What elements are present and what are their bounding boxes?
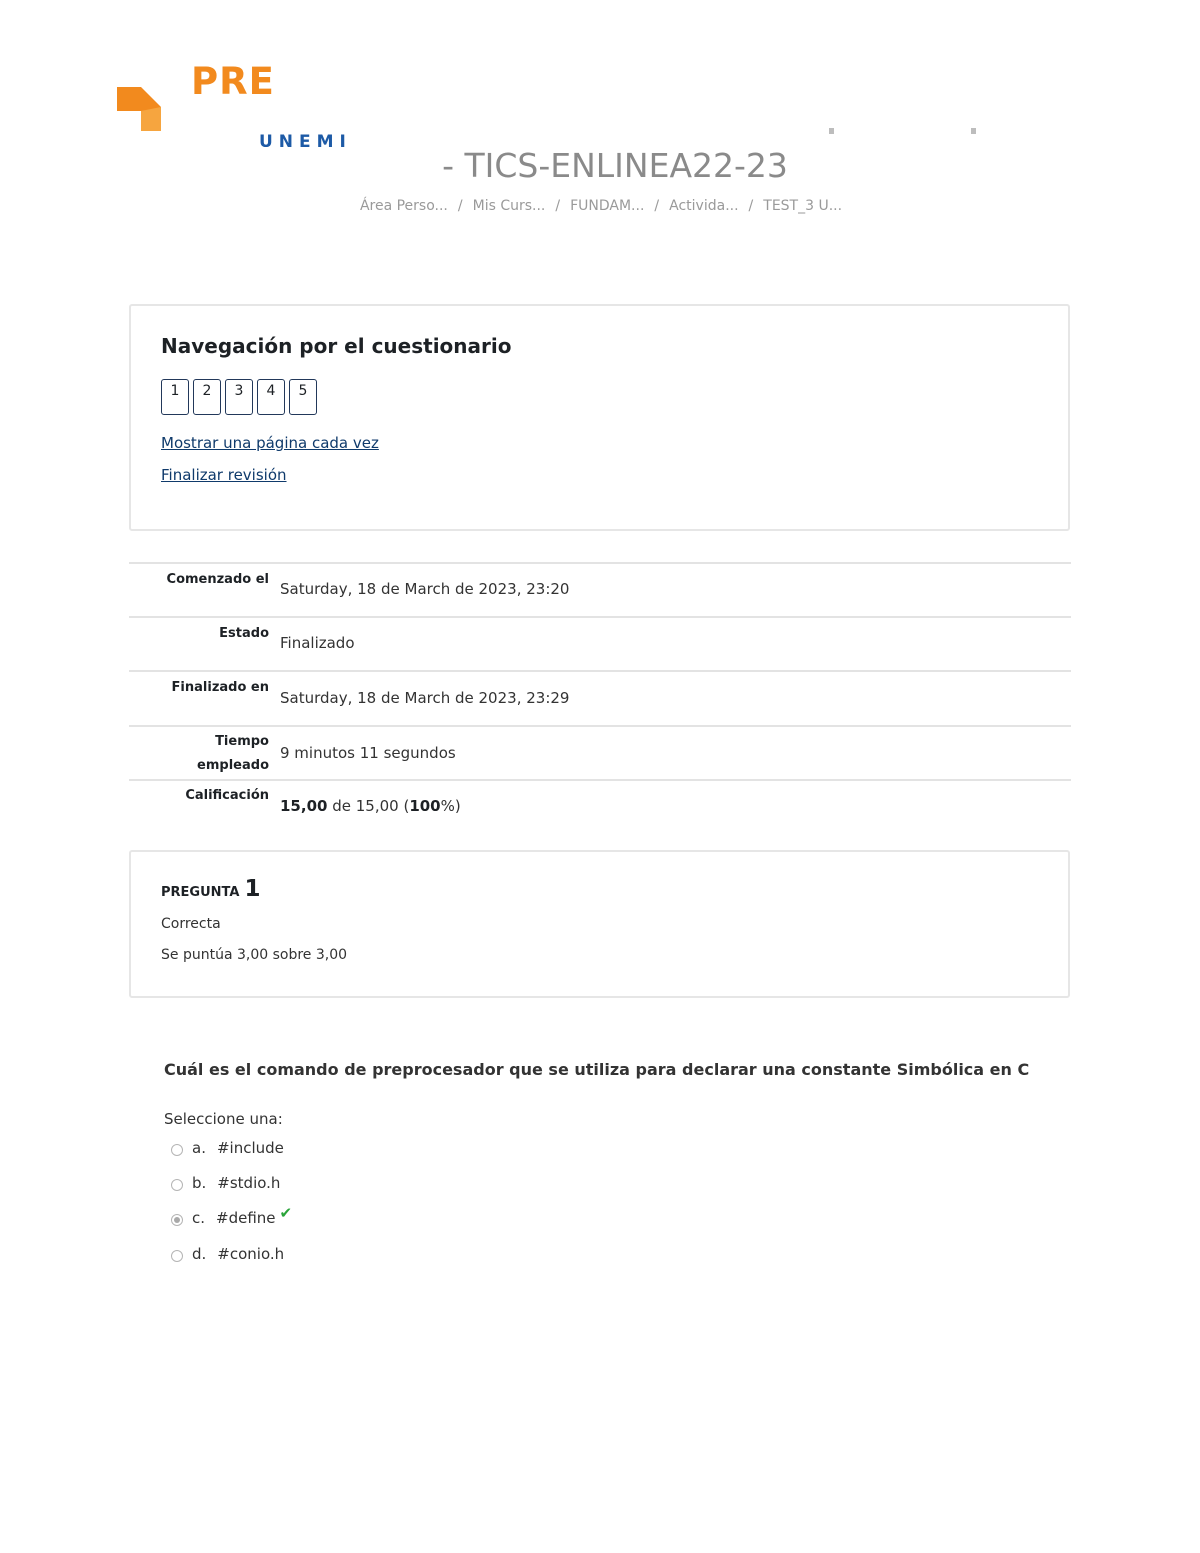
summary-row-grade xyxy=(129,779,1071,839)
finish-review-link[interactable]: Finalizar revisión xyxy=(161,466,287,484)
option-text: #conio.h xyxy=(217,1245,285,1263)
question-info-card xyxy=(129,850,1070,998)
question-nav-button-1[interactable]: 1 xyxy=(161,379,189,415)
question-nav-buttons xyxy=(161,379,317,415)
option-letter: a. xyxy=(192,1139,206,1157)
started-value: Saturday, 18 de March de 2023, 23:20 xyxy=(280,580,570,598)
breadcrumb-item-fundam[interactable]: FUNDAM... xyxy=(570,198,645,214)
breadcrumb-item-actividades[interactable]: Activida... xyxy=(669,198,739,214)
answer-option-d[interactable] xyxy=(171,1245,284,1263)
question-nav-button-5[interactable]: 5 xyxy=(289,379,317,415)
quiz-navigation-title: Navegación por el cuestionario xyxy=(161,334,512,358)
breadcrumb-item-cursos[interactable]: Mis Curs... xyxy=(472,198,546,214)
option-letter: c. xyxy=(192,1209,206,1227)
question-state: Correcta xyxy=(161,916,221,932)
question-nav-button-4[interactable]: 4 xyxy=(257,379,285,415)
decor-mark-right xyxy=(971,128,976,134)
breadcrumb-item-area[interactable]: Área Perso... xyxy=(359,198,448,214)
question-grade: Se puntúa 3,00 sobre 3,00 xyxy=(161,947,348,963)
radio-button-d[interactable] xyxy=(171,1250,183,1262)
breadcrumb-item-test[interactable]: TEST_3 U... xyxy=(763,198,843,214)
select-prompt: Seleccione una: xyxy=(164,1110,283,1128)
option-letter: d. xyxy=(192,1245,207,1263)
time-value: 9 minutos 11 segundos xyxy=(280,744,456,762)
quiz-navigation-card xyxy=(129,304,1070,531)
grade-value xyxy=(280,797,461,815)
logo-pre-text: PRE xyxy=(191,60,275,103)
summary-row-time xyxy=(129,725,1071,779)
summary-row-state xyxy=(129,616,1071,670)
course-title: - TICS-ENLINEA22-23 xyxy=(442,146,788,185)
logo-icon xyxy=(117,87,161,131)
state-value: Finalizado xyxy=(280,634,355,652)
radio-button-b[interactable] xyxy=(171,1179,183,1191)
answer-option-b[interactable] xyxy=(171,1174,280,1192)
grade-end: %) xyxy=(440,797,461,815)
question-number: 1 xyxy=(244,876,261,902)
grade-score: 15,00 xyxy=(280,797,328,815)
correct-check-icon: ✔ xyxy=(279,1204,293,1222)
question-nav-button-3[interactable]: 3 xyxy=(225,379,253,415)
logo-unemi-text: UNEMI xyxy=(259,132,352,152)
grade-mid: de 15,00 ( xyxy=(327,797,410,815)
radio-button-c-selected[interactable] xyxy=(171,1214,183,1226)
decor-mark-left xyxy=(829,128,834,134)
question-nav-button-2[interactable]: 2 xyxy=(193,379,221,415)
finished-label: Finalizado en xyxy=(171,680,269,695)
grade-label: Calificación xyxy=(185,788,269,803)
question-heading: PREGUNTA 1 xyxy=(161,876,261,902)
option-text: #stdio.h xyxy=(217,1174,281,1192)
finished-value: Saturday, 18 de March de 2023, 23:29 xyxy=(280,689,570,707)
summary-row-started xyxy=(129,562,1071,616)
show-one-page-link[interactable]: Mostrar una página cada vez xyxy=(161,434,379,452)
question-text: Cuál es el comando de preprocesador que se utiliza para declarar una constante Simbólica en C xyxy=(164,1060,1030,1079)
summary-row-finished xyxy=(129,670,1071,725)
attempt-summary-table xyxy=(129,562,1071,839)
option-text: #include xyxy=(216,1139,284,1157)
option-text: #define xyxy=(216,1209,276,1227)
answer-option-c[interactable] xyxy=(171,1204,293,1227)
grade-percent: 100 xyxy=(409,797,441,815)
breadcrumb: Área Perso... / Mis Curs... / FUNDAM... / Activida... / TEST_3 U... xyxy=(359,198,843,214)
radio-button-a[interactable] xyxy=(171,1144,183,1156)
started-label: Comenzado el xyxy=(166,572,269,587)
answer-option-a[interactable] xyxy=(171,1139,284,1157)
state-label: Estado xyxy=(219,626,269,641)
time-label: Tiempo empleado xyxy=(197,734,269,773)
option-letter: b. xyxy=(192,1174,207,1192)
